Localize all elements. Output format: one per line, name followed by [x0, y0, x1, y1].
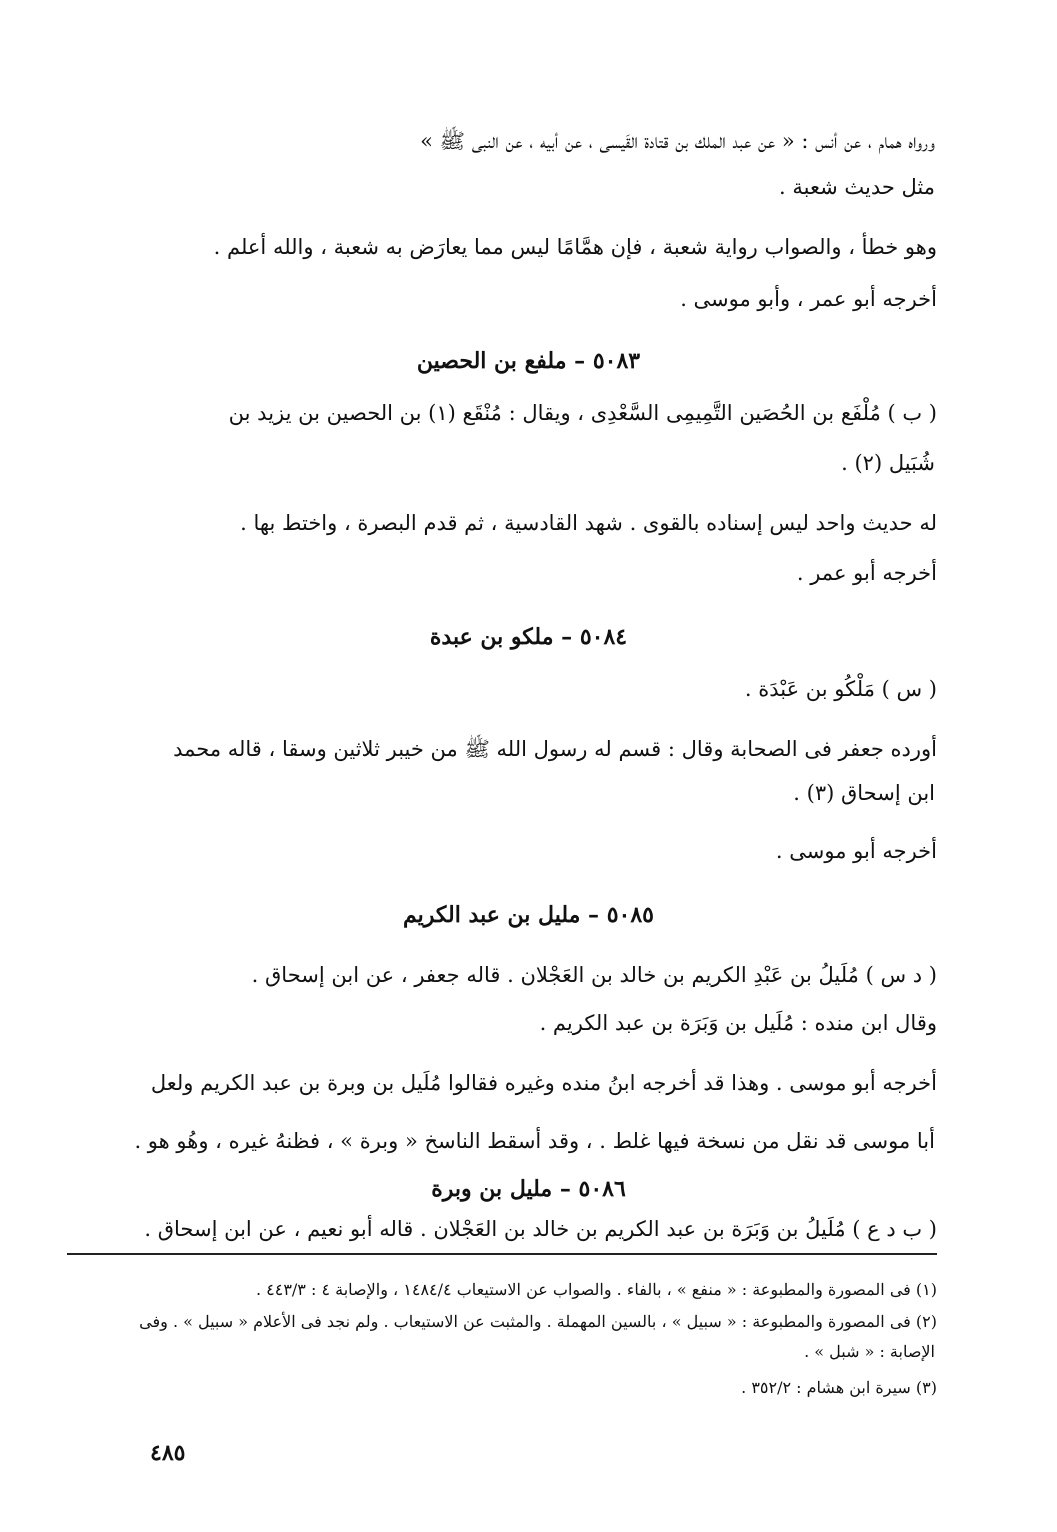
entry-5084-line-3: ابن إسحاق (٣) . — [793, 781, 935, 805]
entry-heading-5085: ٥٠٨٥ – مليل بن عبد الكريم — [403, 902, 654, 928]
intro-line-1: ورواه همام ، عن أنس : « عن عبد الملك بن قتادة القَيسى ، عن أبيه ، عن النبى ﷺ » — [420, 129, 935, 153]
entry-5083-line-3: له حديث واحد ليس إسناده بالقوى . شهد القادسية ، ثم قدم البصرة ، واختط بها . — [240, 511, 937, 535]
entry-5084-line-4: أخرجه أبو موسى . — [775, 839, 937, 863]
footnote-divider — [67, 1253, 937, 1255]
entry-5085-line-4: أبا موسى قد نقل من نسخة فيها غلط . ، وقد أسقط الناسخ « وبرة » ، فظنهُ غيره ، وهُو هو . — [134, 1129, 935, 1153]
entry-heading-5084: ٥٠٨٤ – ملكو بن عبدة — [429, 624, 628, 650]
entry-5084-line-1: ( س ) مَلْكُو بن عَبْدَة . — [744, 677, 937, 701]
footnote-1: (١) فى المصورة والمطبوعة : « منفع » ، بالفاء . والصواب عن الاستيعاب ١٤٨٤/٤ ، والإصابة ٤ : ٤٤٣/٣ . — [255, 1280, 937, 1299]
entry-5083-line-2: شُبَيل (٢) . — [841, 451, 935, 475]
intro-line-4: أخرجه أبو عمر ، وأبو موسى . — [680, 287, 937, 311]
page-number: ٤٨٥ — [150, 1440, 186, 1466]
entry-5085-line-1: ( د س ) مُلَيلُ بن عَبْدِ الكريم بن خالد بن العَجْلان . قاله جعفر ، عن ابن إسحاق . — [251, 963, 937, 987]
entry-heading-5086: ٥٠٨٦ – مليل بن وبرة — [431, 1176, 626, 1202]
entry-5085-line-2: وقال ابن منده : مُلَيل بن وَبَرَة بن عبد الكريم . — [539, 1011, 937, 1035]
intro-line-2: مثل حديث شعبة . — [779, 175, 935, 199]
entry-5084-line-2: أورده جعفر فى الصحابة وقال : قسم له رسول الله ﷺ من خيبر ثلاثين وسقا ، قاله محمد — [173, 737, 937, 761]
entry-5085-line-3: أخرجه أبو موسى . وهذا قد أخرجه ابنُ منده وغيره فقالوا مُلَيل بن وبرة بن عبد الكريم ولعل — [150, 1071, 937, 1095]
entry-5083-line-4: أخرجه أبو عمر . — [796, 561, 937, 585]
entry-heading-5083: ٥٠٨٣ – ملفع بن الحصين — [416, 348, 641, 374]
footnote-2: (٢) فى المصورة والمطبوعة : « سبيل » ، بالسين المهملة . والمثبت عن الاستيعاب . ولم نجد فى الأعلام « سبيل » . وفى — [139, 1312, 937, 1331]
intro-line-3: وهو خطأ ، والصواب رواية شعبة ، فإن همَّامًا ليس مما يعارَض به شعبة ، والله أعلم . — [213, 235, 937, 259]
entry-5086-line-1: ( ب د ع ) مُلَيلُ بن وَبَرَة بن عبد الكريم بن خالد بن العَجْلان . قاله أبو نعيم ، عن ابن إسحاق . — [144, 1217, 937, 1241]
footnote-3: (٣) سيرة ابن هشام : ٣٥٢/٢ . — [741, 1378, 937, 1397]
entry-5083-line-1: ( ب ) مُلْفَع بن الحُصَين التَّمِيمِى السَّعْدِى ، ويقال : مُنْقَع (١) بن الحصين بن يزيد بن — [228, 401, 937, 425]
footnote-2-continued: الإصابة : « شبل » . — [804, 1342, 935, 1361]
